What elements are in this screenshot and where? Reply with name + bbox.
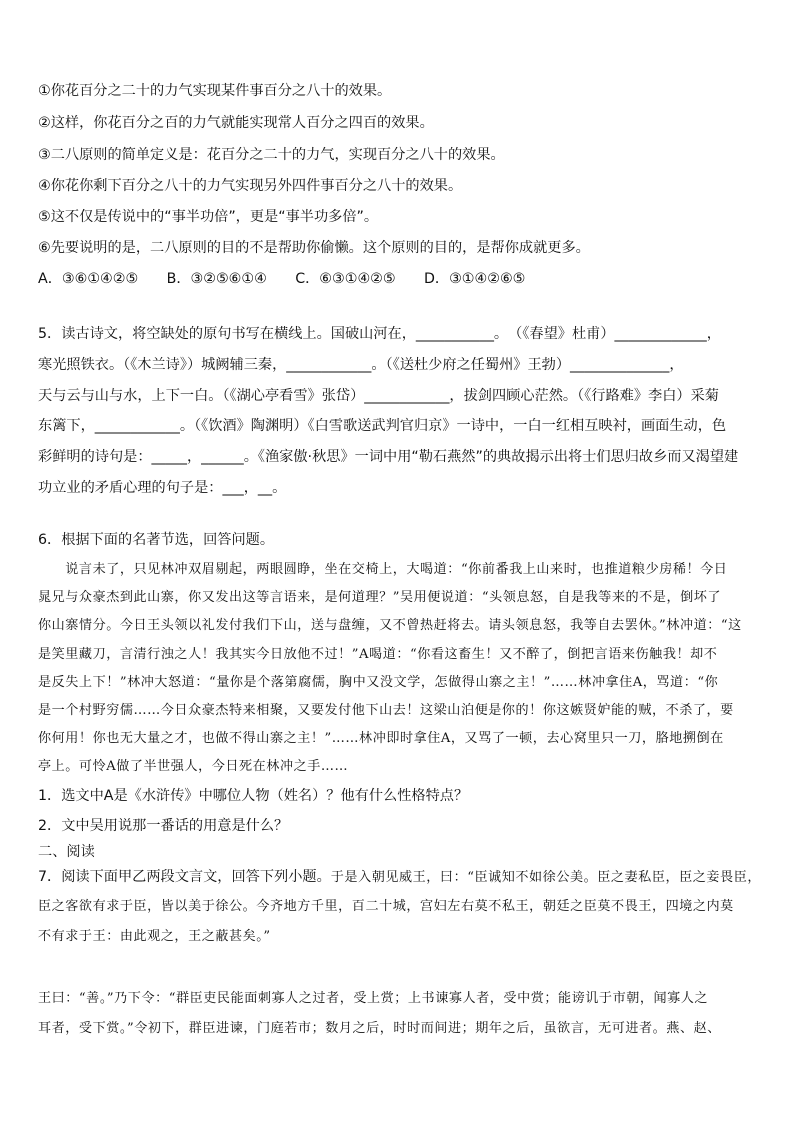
q5-line-3: 天与云与山与水，上下一白。（《湖心亭看雪》张岱）____________，拔剑四顾心茫然。（《行路难》李白）采菊 — [38, 388, 719, 404]
q7-passage-line-5: 耳者，受下赏。”令初下，群臣进谏，门庭若市；数月之后，时时而间进；期年之后，虽欲言，无可进者。燕、赵、 — [38, 1021, 721, 1036]
q7-line-1 — [38, 867, 761, 888]
q7-passage-line-3: 不有求于王：由此观之，王之蔽甚矣。” — [38, 929, 271, 944]
q6-passage-line-7: 你何用！你也无大量之才，也做不得山寨之主！”……林冲即时拿住A，又骂了一顿，去心窝里只一刀，胳地搠倒在 — [38, 731, 724, 746]
q5-line-5: 彩鲜明的诗句是：_____，______。《渔家傲·秋思》一词中用“勒石燕然”的典故揭示出将士们思归故乡而又渴望建 — [38, 449, 739, 465]
option-6: ⑥先要说明的是，二八原则的目的不是帮助你偷懒。这个原则的目的，是帮你成就更多。 — [38, 240, 590, 256]
q6-subquestion-2: 2．文中吴用说那一番话的用意是什么？ — [38, 818, 289, 834]
q6-subquestion-1: 1．选文中A是《水浒传》中哪位人物（姓名）？他有什么性格特点？ — [38, 788, 469, 804]
q6-passage-line-6: 是一个村野穷儒……今日众豪杰特来相聚，又要发付他下山去！这梁山泊便是你的！你这嫉贤妒能的贼，不杀了，要 — [38, 703, 734, 718]
q7-passage-line-4: 王曰：“善。”乃下令：“群臣吏民能面刺寡人之过者，受上赏；上书谏寡人者，受中赏；能谤讥于市朝，闻寡人之 — [38, 991, 709, 1006]
option-2: ②这样，你花百分之百的力气就能实现常人百分之四百的效果。 — [38, 115, 434, 131]
q6-title: 6．根据下面的名著节选，回答问题。 — [38, 532, 275, 548]
q6-passage-line-2: 晁兄与众豪杰到此山寨，你又发出这等言语来，是何道理？”吴用便说道：“头领息怒，自是我等来的不是，倒坏了 — [38, 590, 722, 605]
q6-passage-line-1: 说言未了，只见林冲双眉剔起，两眼圆睁，坐在交椅上，大喝道：“你前番我上山来时，也推道粮少房稀！今日 — [38, 562, 728, 577]
option-4: ④你花你剩下百分之八十的力气实现另外四件事百分之八十的效果。 — [38, 178, 463, 194]
q5-line-4: 东篱下，____________。（《饮酒》陶渊明）《白雪歌送武判官归京》一诗中，一白一红相互映衬，画面生动，色 — [38, 418, 727, 434]
answer-choices: A．③⑥①④②⑤ B．③②⑤⑥①④ C．⑥③①④②⑤ D．③①④②⑥⑤ — [38, 271, 526, 287]
q6-passage-line-8: 亭上。可怜A做了半世强人，今日死在林冲之手…… — [38, 759, 349, 774]
q6-passage-line-4: 是笑里藏刀，言清行浊之人！我其实今日放他不过！”A喝道：“你看这畜生！又不醉了，倒把言语来伤触我！却不 — [38, 647, 718, 662]
q7-passage-start: 于是入朝见威王，曰：“臣诚知不如徐公美。臣之妻私臣，臣之妾畏臣， — [330, 870, 761, 885]
section-heading: 二、阅读 — [38, 844, 95, 860]
option-1: ①你花百分之二十的力气实现某件事百分之八十的效果。 — [38, 83, 392, 99]
q7-passage-line-2: 臣之客欲有求于臣，皆以美于徐公。今齐地方千里，百二十城，宫妇左右莫不私王，朝廷之臣莫不畏王，四境之内莫 — [38, 899, 734, 914]
option-5: ⑤这不仅是传说中的“事半功倍”，更是“事半功多倍”。 — [38, 209, 379, 225]
option-3: ③二八原则的简单定义是：花百分之二十的力气，实现百分之八十的效果。 — [38, 147, 505, 163]
q5-line-1: 5．读古诗文，将空缺处的原句书写在横线上。国破山河在，___________。 （《春望》杜甫）_____________， — [38, 326, 721, 342]
q6-passage-line-3: 你山寨情分。今日王头领以礼发付我们下山，送与盘缠，又不曾热赶将去。请头领息怒，我等自去罢休。”林冲道：“这 — [38, 618, 742, 633]
q7-title: 7．阅读下面甲乙两段文言文，回答下列小题。 — [38, 869, 331, 885]
q5-line-2: 寒光照铁衣。（《木兰诗》）城阙辅三秦，____________。（《送杜少府之任蜀州》王勃）______________， — [38, 357, 684, 373]
q6-passage-line-5: 是反失上下！”林冲大怒道：“量你是个落第腐儒，胸中又没文学，怎做得山寨之主！”……林冲拿住A，骂道：“你 — [38, 675, 719, 690]
q5-line-6: 功立业的矛盾心理的句子是：___，__。 — [38, 480, 287, 496]
